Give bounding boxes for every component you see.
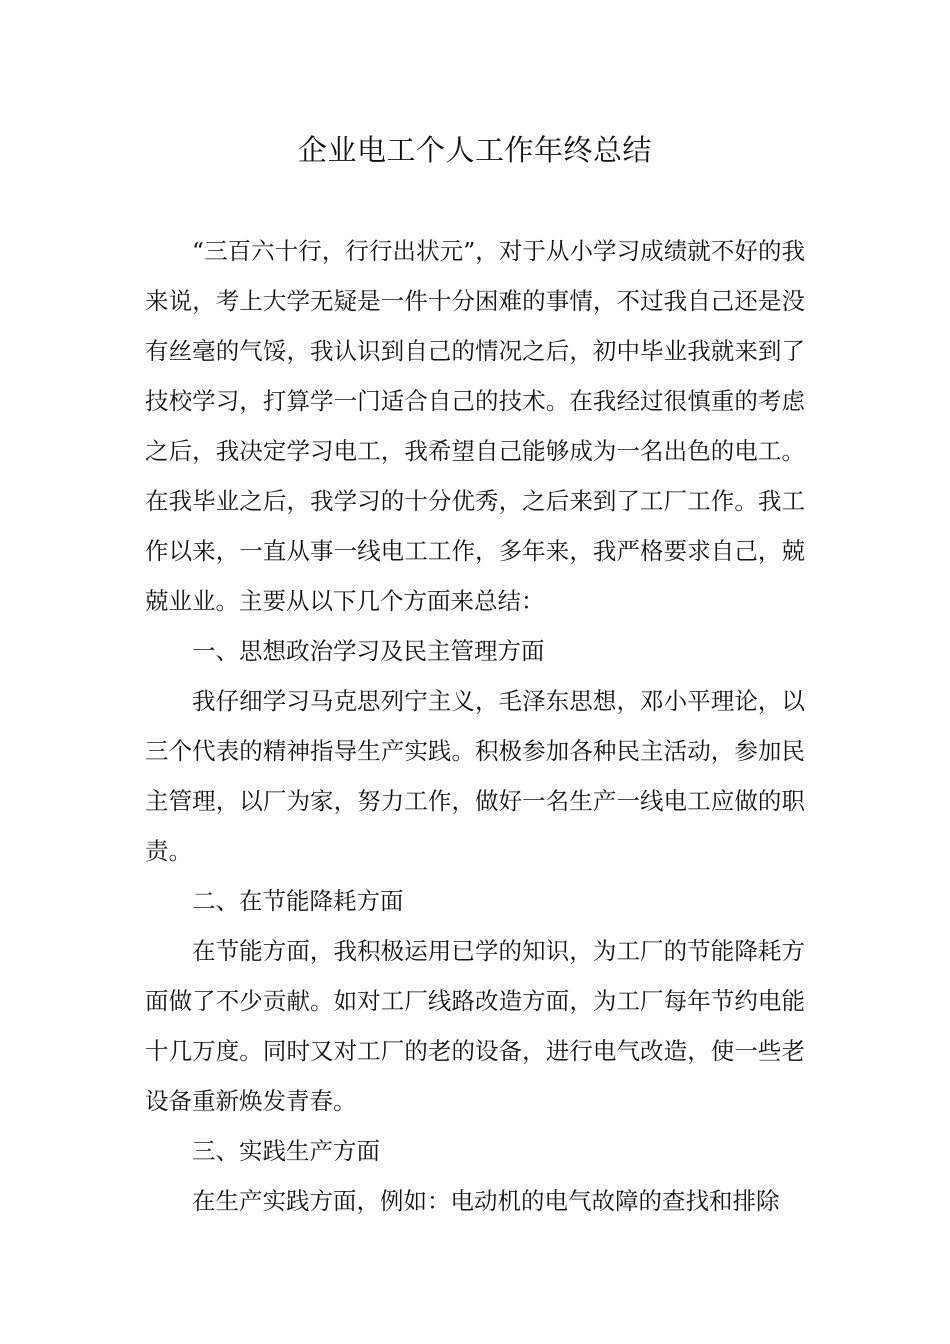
paragraph-practice: 在生产实践方面，例如：电动机的电气故障的查找和排除 (192, 1187, 780, 1215)
section-heading-energy: 二、在节能降耗方面 (192, 887, 404, 915)
document-body (145, 226, 805, 1226)
section-heading-politics: 一、思想政治学习及民主管理方面 (192, 637, 545, 665)
paragraph-politics: 我仔细学习马克思列宁主义，毛泽东思想，邓小平理论，以三个代表的精神指导生产实践。积极参加各种民主活动，参加民主管理，以厂为家，努力工作，做好一名生产一线电工应做的职责。 (145, 687, 805, 865)
paragraph-intro: “三百六十行，行行出状元”，对于从小学习成绩就不好的我来说，考上大学无疑是一件十分困难的事情，不过我自己还是没有丝毫的气馁，我认识到自己的情况之后，初中毕业我就来到了技校学习，打算学一门适合自己的技术。在我经过很慎重的考虑之后，我决定学习电工，我希望自己能够成为一名出色的电工。在我毕业之后，我学习的十分优秀，之后来到了工厂工作。我工作以来，一直从事一线电工工作，多年来，我严格要求自己，兢兢业业。主要从以下几个方面来总结： (145, 237, 805, 615)
section-heading-practice: 三、实践生产方面 (192, 1137, 380, 1165)
document-title: 企业电工个人工作年终总结 (297, 133, 652, 167)
paragraph-energy: 在节能方面，我积极运用已学的知识，为工厂的节能降耗方面做了不少贡献。如对工厂线路改造方面，为工厂每年节约电能十几万度。同时又对工厂的老的设备，进行电气改造，使一些老设备重新焕发青春。 (145, 937, 805, 1115)
